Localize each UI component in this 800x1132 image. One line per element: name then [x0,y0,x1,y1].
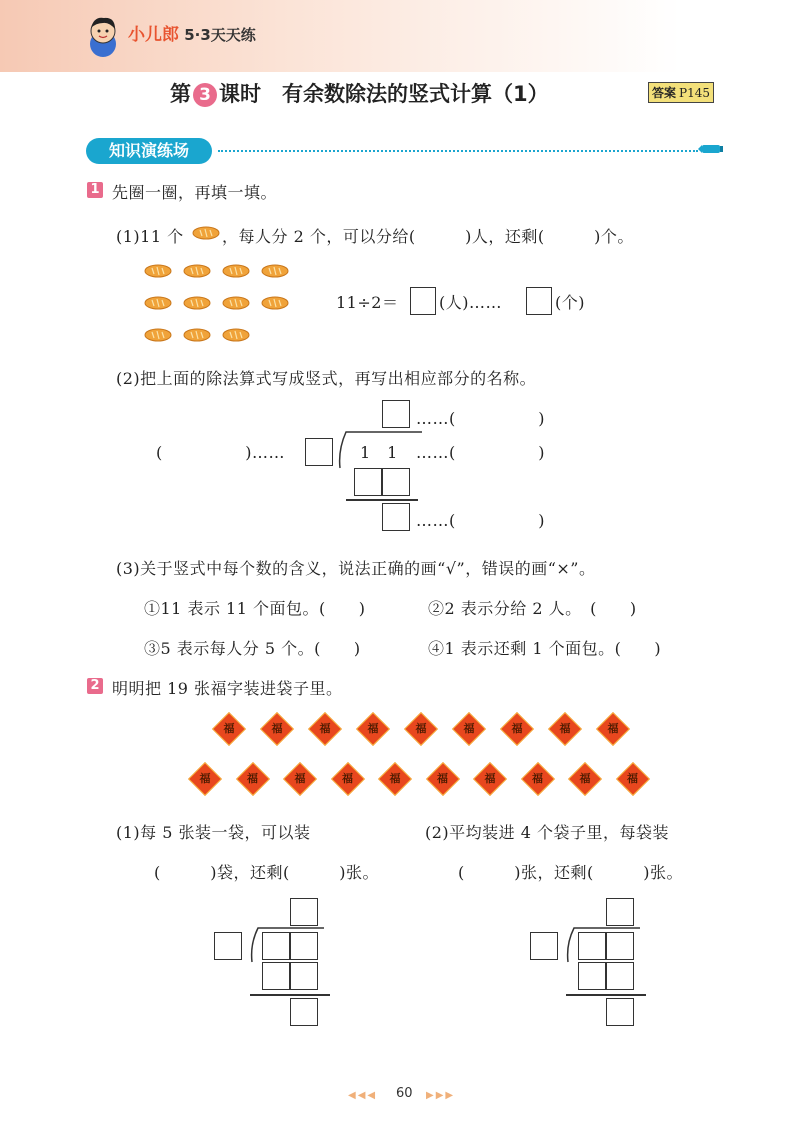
label-dividend: ……( ) [416,443,545,462]
page-number: 60 [396,1086,413,1101]
fu-character: 福 [627,772,638,785]
statement-1[interactable]: ①11 表示 11 个面包。( ) [144,599,366,618]
bread-icon [144,264,172,278]
fu-character: 福 [389,772,401,785]
q2-sub1-line1: (1)每 5 张装一袋，可以装 [116,823,311,842]
fu-card [548,712,582,746]
product-box-ones[interactable] [290,962,318,990]
fu-card [426,762,460,796]
fu-character: 福 [437,772,448,785]
dividend-box-ones[interactable] [606,932,634,960]
bread-icon [261,296,289,310]
brand-main: 小儿郎 [128,25,179,45]
answer-label: 答案 [652,86,677,100]
fu-card [596,712,630,746]
product-box-ones[interactable] [606,962,634,990]
quotient-answer-box[interactable] [410,287,436,315]
fu-card [521,762,555,796]
product-box-tens[interactable] [262,962,290,990]
fu-character: 福 [319,722,331,735]
q2-prompt: 明明把 19 张福字装进袋子里。 [112,679,343,698]
quotient-box[interactable] [382,400,410,428]
q1-part3-text: (3)关于竖式中每个数的含义，说法正确的画“√”，错误的画“×”。 [116,559,596,578]
fu-character: 福 [607,722,619,735]
fu-card [452,712,486,746]
question-number-1: 1 [87,182,103,198]
bread-icon [144,328,172,342]
brand-logo [128,20,256,45]
subtraction-line [250,994,330,996]
fu-card [236,762,270,796]
fu-character: 福 [559,722,571,735]
q2-sub2-line1: (2)平均装进 4 个袋子里，每袋装 [425,823,670,842]
divisor-box[interactable] [305,438,333,466]
bread-icon [183,264,211,278]
product-box-tens[interactable] [354,468,382,496]
bread-icon [261,264,289,278]
statement-3[interactable]: ③5 表示每人分 5 个。( ) [144,639,361,658]
remainder-box[interactable] [290,998,318,1026]
q1-part2-text: (2)把上面的除法算式写成竖式，再写出相应部分的名称。 [116,369,537,388]
fu-card [308,712,342,746]
q1-prompt: 先圈一圈，再填一填。 [112,183,278,202]
divisor-box[interactable] [214,932,242,960]
q1-part1-text: ，每人分 2 个，可以分给( )人，还剩( )个。 [222,227,634,246]
pencil-icon [698,142,724,156]
label-remainder: ……( ) [416,511,545,530]
answer-reference [648,82,714,103]
fu-card [616,762,650,796]
fu-character: 福 [271,722,283,735]
lesson-title [170,78,549,108]
divisor-box[interactable] [530,932,558,960]
q1-equation-left: 11÷2＝ [336,293,399,312]
fu-character: 福 [484,772,496,785]
fu-card [356,712,390,746]
section-banner: 知识演练场 [86,138,212,164]
product-box-ones[interactable] [382,468,410,496]
fu-card [500,712,534,746]
dividend-box-ones[interactable] [290,932,318,960]
mascot-icon [84,14,122,58]
fu-character: 福 [223,722,235,735]
fu-character: 福 [247,772,258,785]
fu-card [404,712,438,746]
title-suffix: 课时 有余数除法的竖式计算（1） [219,82,549,106]
quotient-box[interactable] [606,898,634,926]
fu-card [378,762,412,796]
q1-part1-lead: (1)11 个 [116,227,184,246]
fu-card [188,762,222,796]
statement-4[interactable]: ④1 表示还剩 1 个面包。( ) [428,639,662,658]
fu-character: 福 [342,772,353,785]
bread-icon [183,328,211,342]
lesson-number-badge: 3 [193,83,217,107]
answer-page: P145 [679,86,710,100]
quotient-box[interactable] [290,898,318,926]
q1-equation-mid: (人)…… [439,293,502,312]
bread-icon [183,296,211,310]
fu-character: 福 [294,772,306,785]
fu-card [331,762,365,796]
fu-character: 福 [511,722,523,735]
bread-icon [222,264,250,278]
label-divisor: ( )…… [156,443,285,462]
fu-character: 福 [367,722,379,735]
fu-character: 福 [463,722,475,735]
q1-equation-right: (个) [555,293,585,312]
remainder-box[interactable] [382,503,410,531]
dividend-box-tens[interactable] [262,932,290,960]
fu-card [212,712,246,746]
dividend: 1 1 [360,443,398,462]
fu-card [283,762,317,796]
brand-rest: 5·3天天练 [184,26,256,44]
bread-icon [144,296,172,310]
label-quotient: ……( ) [416,409,545,428]
dividend-box-tens[interactable] [578,932,606,960]
section-divider [218,150,698,152]
statement-2[interactable]: ②2 表示分给 2 人。 ( ) [428,599,637,618]
title-prefix: 第 [170,82,191,106]
q2-sub2-line2: ( )张，还剩( )张。 [458,863,683,882]
footer-right-arrows: ▶▶▶ [426,1090,456,1101]
bread-icon [222,296,250,310]
product-box-tens[interactable] [578,962,606,990]
q2-sub1-line2: ( )袋，还剩( )张。 [154,863,379,882]
remainder-answer-box[interactable] [526,287,552,315]
bread-icon [192,226,220,240]
bread-icon [222,328,250,342]
footer-left-arrows: ◀◀◀ [348,1090,378,1101]
subtraction-line [566,994,646,996]
fu-character: 福 [532,772,543,785]
subtraction-line [346,499,418,501]
fu-character: 福 [579,772,591,785]
fu-card [260,712,294,746]
fu-card [473,762,507,796]
fu-card [568,762,602,796]
fu-character: 福 [199,772,211,785]
remainder-box[interactable] [606,998,634,1026]
fu-character: 福 [415,722,427,735]
question-number-2: 2 [87,678,103,694]
